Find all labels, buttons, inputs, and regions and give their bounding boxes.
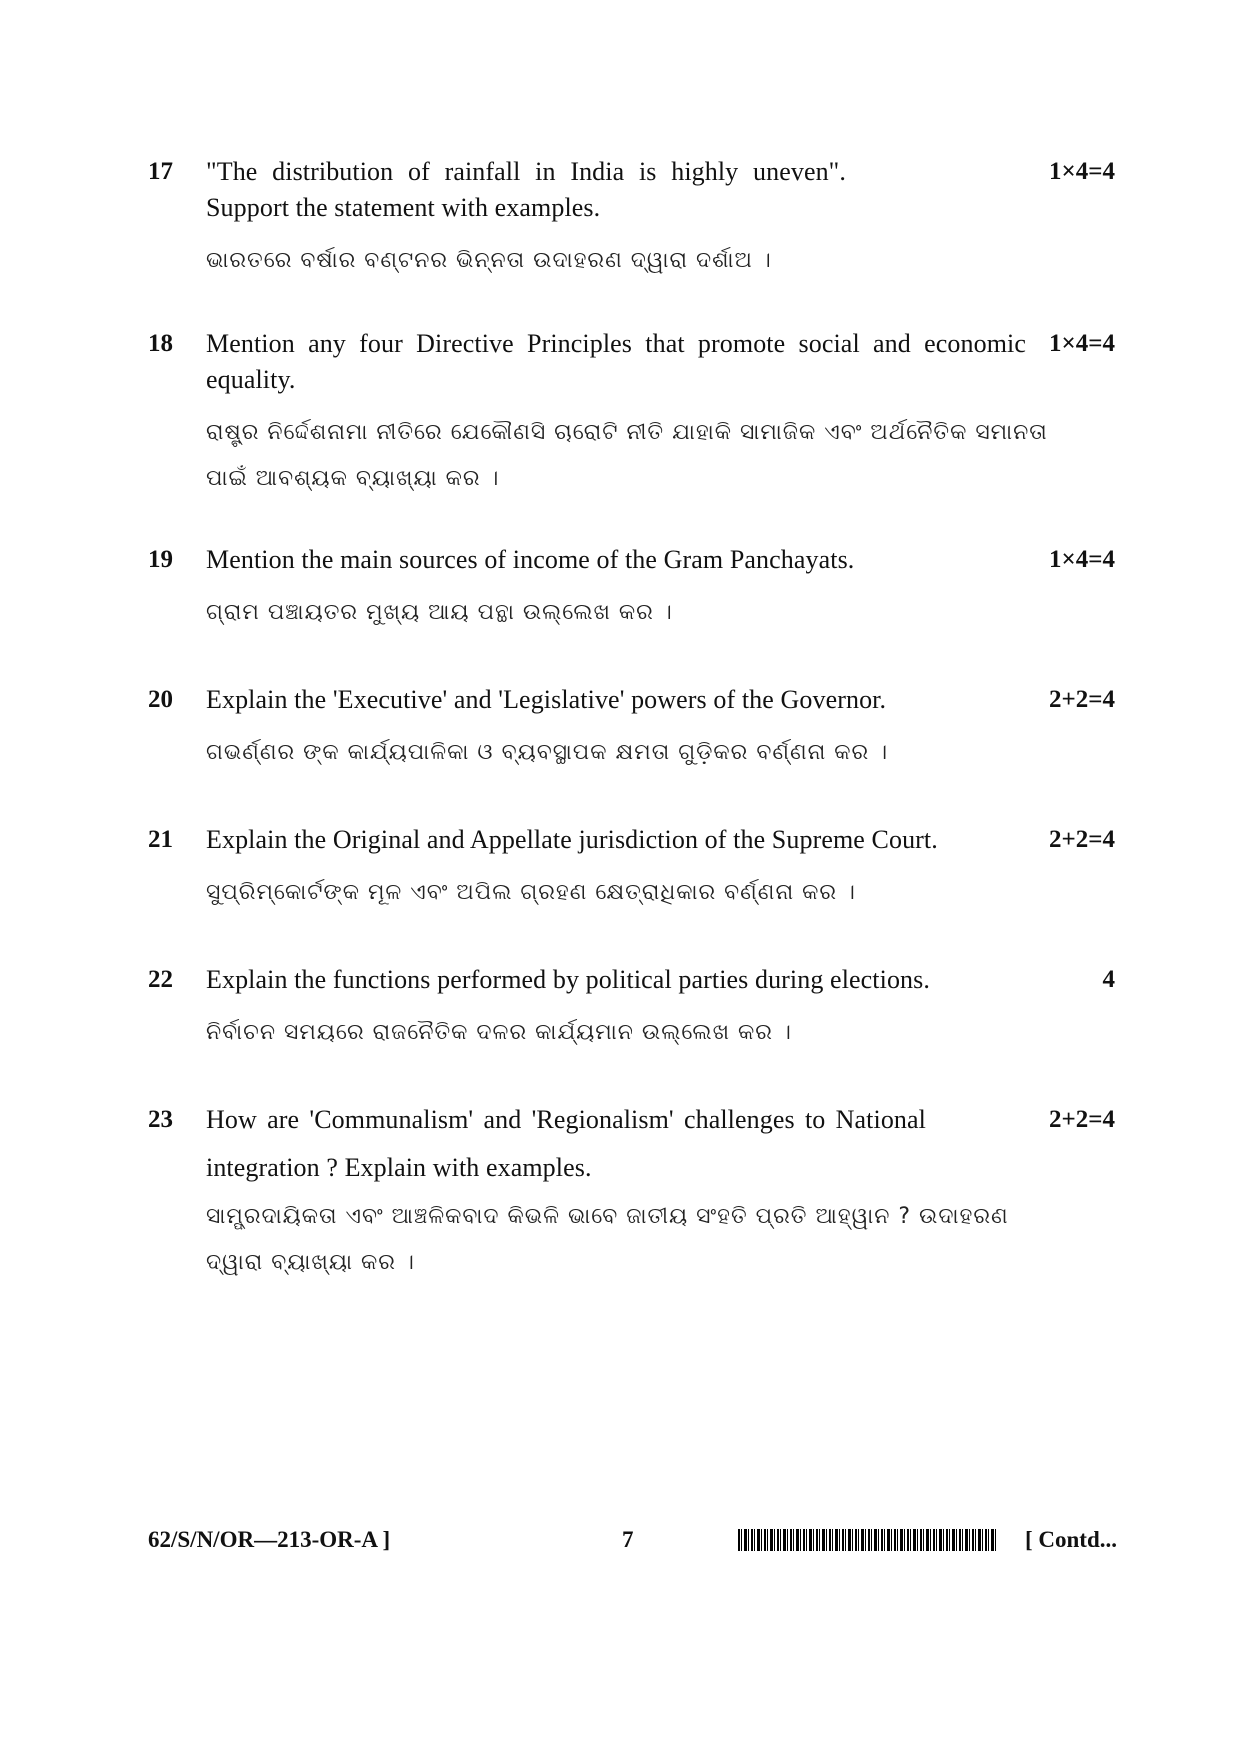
question-text-odia: ନିର୍ବାଚନ ସମୟରେ ରାଜନୈତିକ ଦଳର କାର୍ଯ୍ୟମାନ ଉଲ୍ଲେଖ କର । (206, 1020, 792, 1045)
question-text-english: Explain the Original and Appellate jurisdiction of the Supreme Court. (206, 825, 938, 854)
page-number: 7 (622, 1527, 634, 1552)
question-number: 17 (148, 158, 173, 185)
question-body (206, 542, 1026, 636)
question-text-english: Mention the main sources of income of the Gram Panchayats. (206, 545, 855, 574)
paper-code: 62/S/N/OR—213-OR-A ] (148, 1527, 391, 1552)
marks-allocation: 1×4=4 (1049, 158, 1115, 185)
question-number: 23 (148, 1106, 173, 1133)
continued-label: [ Contd... (1024, 1527, 1117, 1552)
marks-allocation: 1×4=4 (1049, 330, 1115, 357)
question-text-odia: ସୁପ୍ରିମ୍‌କୋର୍ଟଙ୍କ ମୂଳ ଏବଂ ଅପିଲ ଗ୍ରହଣ କ୍ଷେତ୍ରାଧିକାର ବର୍ଣ୍ଣନା କର । (206, 880, 856, 905)
question-number: 20 (148, 686, 173, 713)
marks-allocation: 1×4=4 (1049, 546, 1115, 573)
page-footer (0, 1523, 1240, 1563)
question-number: 21 (148, 826, 173, 853)
marks-allocation: 2+2=4 (1049, 1106, 1115, 1133)
question-text-odia: ଭାରତରେ ବର୍ଷାର ବଣ୍ଟନର ଭିନ୍ନତା ଉଦାହରଣ ଦ୍ୱାରା ଦର୍ଶାଅ । (206, 248, 772, 273)
marks-allocation: 4 (1102, 966, 1115, 993)
question-text-english: "The distribution of rainfall in India is highly uneven". Support the statement with examples. (206, 157, 846, 222)
question-body (206, 1102, 1026, 1286)
question-body (206, 822, 1026, 916)
question-number: 19 (148, 546, 173, 573)
question-text-odia: ଗ୍ରାମ ପଞ୍ଚାୟତର ମୁଖ୍ୟ ଆୟ ପନ୍ଥା ଉଲ୍ଲେଖ କର । (206, 600, 673, 625)
question-text-english: Mention any four Directive Principles that promote social and economic equality. (206, 329, 1026, 394)
question-body (206, 154, 1026, 284)
question-text-english: Explain the 'Executive' and 'Legislative' powers of the Governor. (206, 685, 887, 714)
question-body (206, 326, 1048, 502)
marks-allocation: 2+2=4 (1049, 686, 1115, 713)
marks-allocation: 2+2=4 (1049, 826, 1115, 853)
question-text-odia: ଗଭର୍ଣ୍ଣର ଙ୍କ କାର୍ଯ୍ୟପାଳିକା ଓ ବ୍ୟବସ୍ଥାପକ କ୍ଷମତା ଗୁଡ଼ିକର ବର୍ଣ୍ଣନା କର । (206, 740, 889, 765)
barcode-icon (738, 1529, 996, 1551)
question-body (206, 682, 1026, 776)
question-text-english: How are 'Communalism' and 'Regionalism' challenges to National integration ? Explain with examples. (206, 1105, 926, 1182)
question-number: 18 (148, 330, 173, 357)
question-text-odia: ରାଷ୍ଟ୍ର ନିର୍ଦ୍ଦେଶନାମା ନୀତିରେ ଯେକୌଣସି ଚାରୋଟି ନୀତି ଯାହାକି ସାମାଜିକ ଏବଂ ଅର୍ଥନୈତିକ ସମାନତା ପାଇଁ ଆବଶ୍ୟକ ବ୍ୟାଖ୍ୟା କର । (206, 420, 1048, 491)
question-body (206, 962, 1026, 1056)
question-number: 22 (148, 966, 173, 993)
question-text-odia: ସାମ୍ପ୍ରଦାୟିକତା ଏବଂ ଆଞ୍ଚଳିକବାଦ କିଭଳି ଭାବେ ଜାତୀୟ ସଂହତି ପ୍ରତି ଆହ୍ୱାନ ? ଉଦାହରଣ ଦ୍ୱାରା ବ୍ୟାଖ୍ୟା କର । (206, 1204, 1009, 1275)
question-text-english: Explain the functions performed by political parties during elections. (206, 965, 930, 994)
